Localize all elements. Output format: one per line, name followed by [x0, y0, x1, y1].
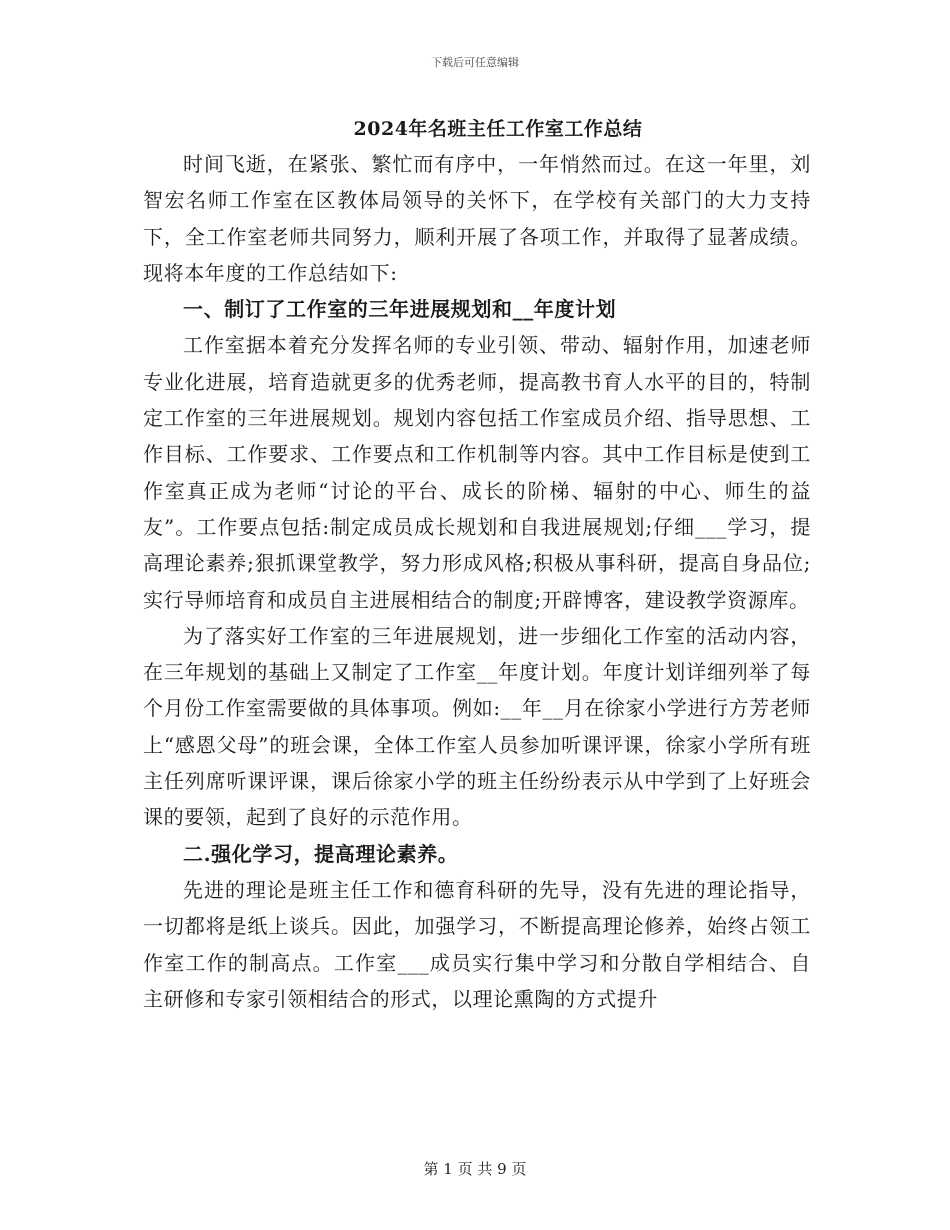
header-note: 下载后可任意编辑 — [431, 56, 519, 69]
document-body — [143, 146, 811, 1017]
section-heading-1: 一、制订了工作室的三年进展规划和__年度计划 — [183, 297, 617, 322]
section-heading-2: 二.强化学习，提高理论素养。 — [183, 841, 459, 866]
document-title: 2024年名班主任工作室工作总结 — [353, 118, 643, 140]
page-footer: 第 1 页 共 9 页 — [423, 1160, 527, 1178]
paragraph-study: 先进的理论是班主任工作和德育科研的先导，没有先进的理论指导，一切都将是纸上谈兵。因此，加强学习，不断提高理论修养，始终占领工作室工作的制高点。工作室___成员实行集中学习和分散自学相结合、自主研修和专家引领相结合的形式，以理论熏陶的方式提升 — [143, 877, 811, 1011]
paragraph-plan: 工作室据本着充分发挥名师的专业引领、带动、辐射作用，加速老师专业化进展，培育造就更多的优秀老师，提高教书育人水平的目的，特制定工作室的三年进展规划。规划内容包括工作室成员介绍、指导思想、工作目标、工作要求、工作要点和工作机制等内容。其中工作目标是使到工作室真正成为老师“讨论的平台、成长的阶梯、辐射的中心、师生的益友”。工作要点包括:制定成员成长规划和自我进展规划;仔细___学习，提高理论素养;狠抓课堂教学，努力形成风格;积极从事科研，提高自身品位;实行导师培育和成员自主进展相结合的制度;开辟博客，建设教学资源库。 — [143, 333, 811, 612]
paragraph-intro: 时间飞逝，在紧张、繁忙而有序中，一年悄然而过。在这一年里，刘智宏名师工作室在区教体局领导的关怀下，在学校有关部门的大力支持下，全工作室老师共同努力，顺利开展了各项工作，并取得了显著成绩。现将本年度的工作总结如下: — [143, 152, 811, 285]
paragraph-annual-plan: 为了落实好工作室的三年进展规划，进一步细化工作室的活动内容，在三年规划的基础上又制定了工作室__年度计划。年度计划详细列举了每个月份工作室需要做的具体事项。例如:__年__月在徐家小学进行方芳老师上“感恩父母”的班会课，全体工作室人员参加听课评课，徐家小学所有班主任列席听课评课，课后徐家小学的班主任纷纷表示从中学到了上好班会课的要领，起到了良好的示范作用。 — [143, 623, 811, 830]
